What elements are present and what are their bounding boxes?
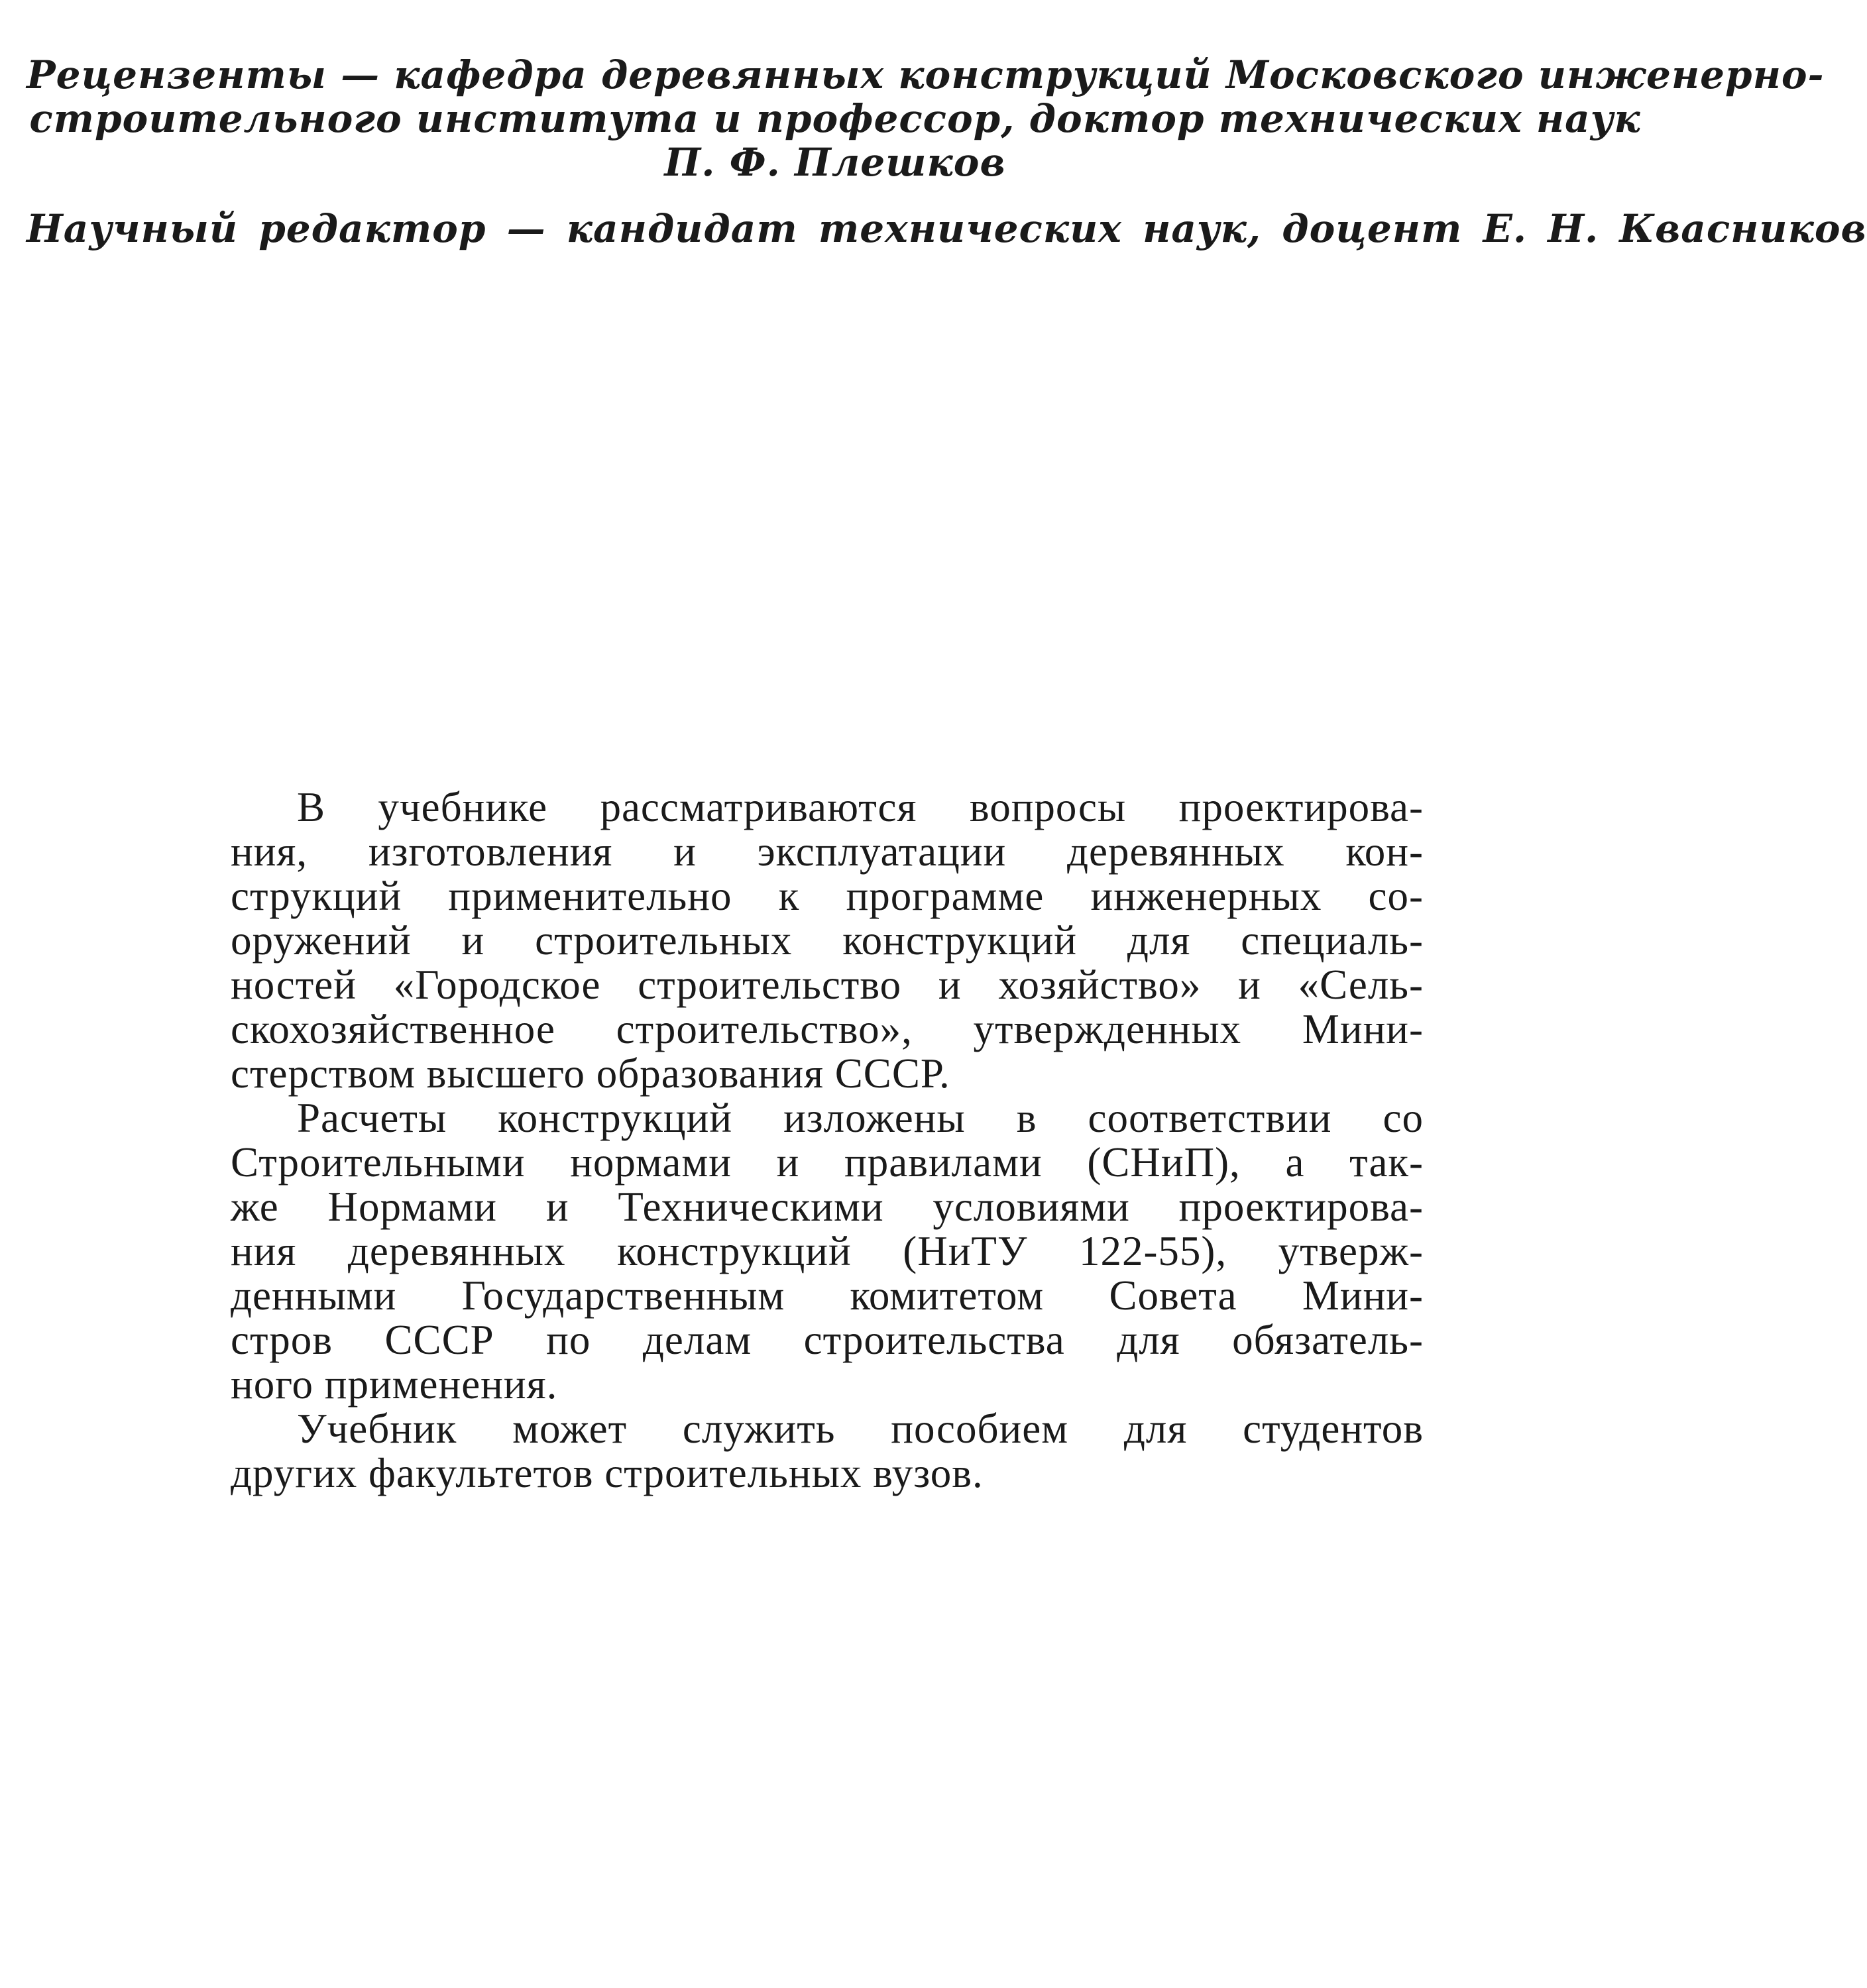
abstract-line: стров СССР по делам строительства для обязатель- [231,1317,1424,1363]
abstract-line: денными Государственным комитетом Совета Мини- [231,1272,1424,1319]
reviewers-line: Рецензенты — кафедра деревянных конструкций Московского инженерно- [27,52,1825,97]
abstract-line: ния деревянных конструкций (НиТУ 122-55), утверж- [231,1228,1424,1274]
abstract-line: ного применения. [231,1361,558,1408]
abstract-line: Расчеты конструкций изложены в соответствии со [297,1095,1424,1141]
abstract-line: Строительными нормами и правилами (СНиП), а так- [231,1139,1424,1186]
abstract-line: же Нормами и Техническими условиями проектирова- [231,1184,1424,1230]
abstract-line: ностей «Городское строительство и хозяйство» и «Сель- [231,962,1424,1008]
abstract-line: Учебник может служить пособием для студентов [297,1406,1424,1452]
abstract-line: скохозяйственное строительство», утвержденных Мини- [231,1006,1424,1052]
reviewers-line: П. Ф. Плешков [664,140,1006,185]
abstract-line: струкций применительно к программе инженерных со- [231,873,1424,919]
abstract-line: стерством высшего образования СССР. [231,1050,950,1097]
scientific-editor-statement: Научный редактор — кандидат технических наук, доцент Е. Н. Квасников [27,206,1867,251]
abstract-line: оружений и строительных конструкций для специаль- [231,917,1424,964]
book-abstract [231,785,1424,1496]
reviewers-line: строительного института и профессор, доктор технических наук [29,96,1641,141]
title-page-header [27,52,1867,251]
reviewers-statement [27,52,1825,185]
abstract-line: ния, изготовления и эксплуатации деревянных кон- [231,828,1424,875]
abstract-line: других факультетов строительных вузов. [231,1450,984,1496]
abstract-line: В учебнике рассматриваются вопросы проектирова- [297,784,1424,830]
